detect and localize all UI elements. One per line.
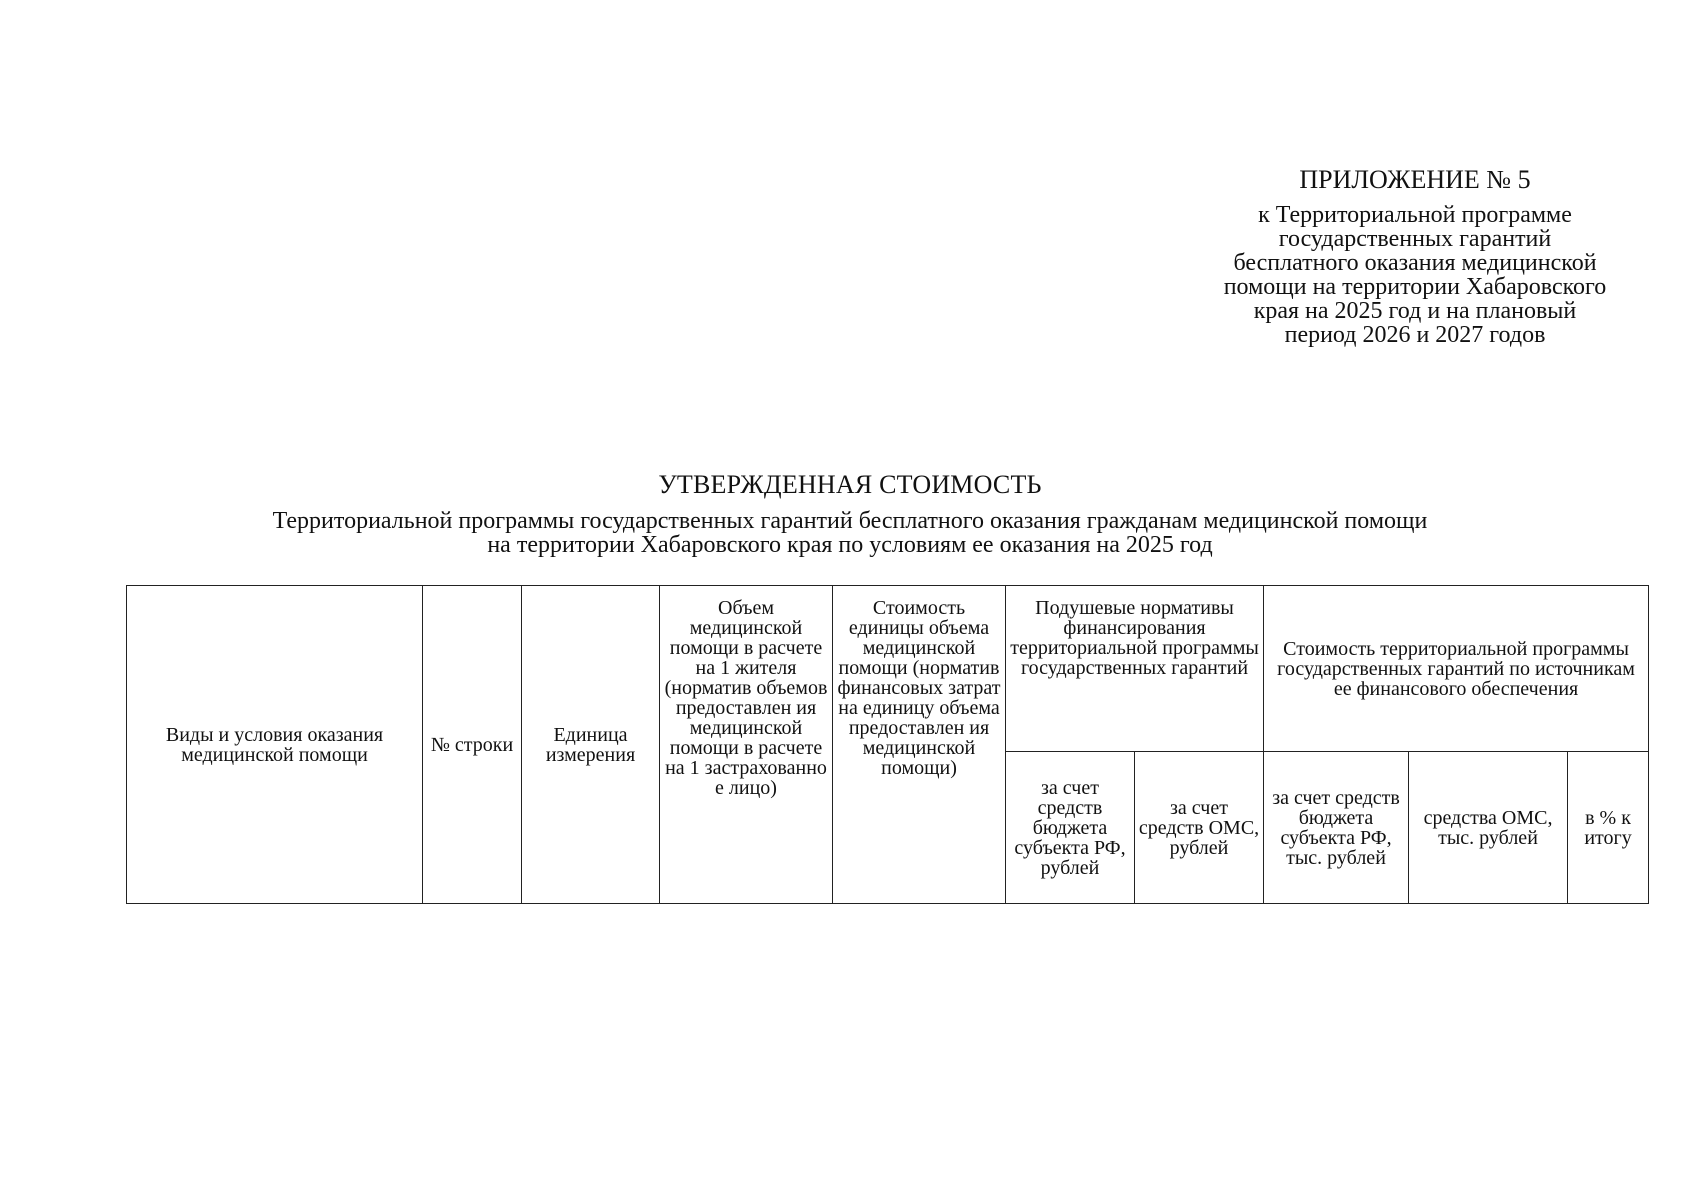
document-title: УТВЕРЖДЕННАЯ СТОИМОСТЬ <box>658 470 1042 499</box>
subheader-cost-budget: за счет средств бюджета субъекта РФ, тыс. рублей <box>1264 752 1409 904</box>
header-types: Виды и условия оказания медицинской помощи <box>127 586 423 904</box>
appendix-line: государственных гарантий <box>1278 226 1552 252</box>
header-unit: Единица измерения <box>522 586 660 904</box>
appendix-title: ПРИЛОЖЕНИЕ № 5 <box>1299 165 1531 194</box>
appendix-header <box>1180 165 1650 347</box>
header-program-cost: Стоимость территориальной программы государственных гарантий по источникам ее финансового обеспечения <box>1264 586 1649 752</box>
appendix-line: к Территориальной программе <box>1258 202 1572 228</box>
subheader-cost-oms: средства ОМС, тыс. рублей <box>1409 752 1568 904</box>
cost-table <box>126 585 1649 904</box>
header-row-number: № строки <box>423 586 522 904</box>
subheader-per-capita-oms: за счет средств ОМС, рублей <box>1135 752 1264 904</box>
subheader-cost-percent: в % к итогу <box>1568 752 1649 904</box>
appendix-line: бесплатного оказания медицинской <box>1233 250 1597 276</box>
header-unit-cost: Стоимость единицы объема медицинской помощи (норматив финансовых затрат на единицу объема предоставлен ия медицинской помощи) <box>833 586 1006 904</box>
header-volume: Объем медицинской помощи в расчете на 1 жителя (норматив объемов предоставлен ия медицинской помощи в расчете на 1 застрахованно е лицо) <box>660 586 833 904</box>
header-per-capita: Подушевые нормативы финансирования территориальной программы государственных гарантий <box>1006 586 1264 752</box>
subheader-per-capita-budget: за счет средств бюджета субъекта РФ, рублей <box>1006 752 1135 904</box>
appendix-line: помощи на территории Хабаровского <box>1223 274 1607 300</box>
document-subtitle-line: Территориальной программы государственных гарантий бесплатного оказания гражданам медицинской помощи <box>272 508 1428 534</box>
document-subtitle-line: на территории Хабаровского края по условиям ее оказания на 2025 год <box>487 532 1213 558</box>
document-subtitle <box>100 509 1600 557</box>
appendix-line: края на 2025 год и на плановый <box>1253 298 1577 324</box>
appendix-line: период 2026 и 2027 годов <box>1284 322 1546 348</box>
